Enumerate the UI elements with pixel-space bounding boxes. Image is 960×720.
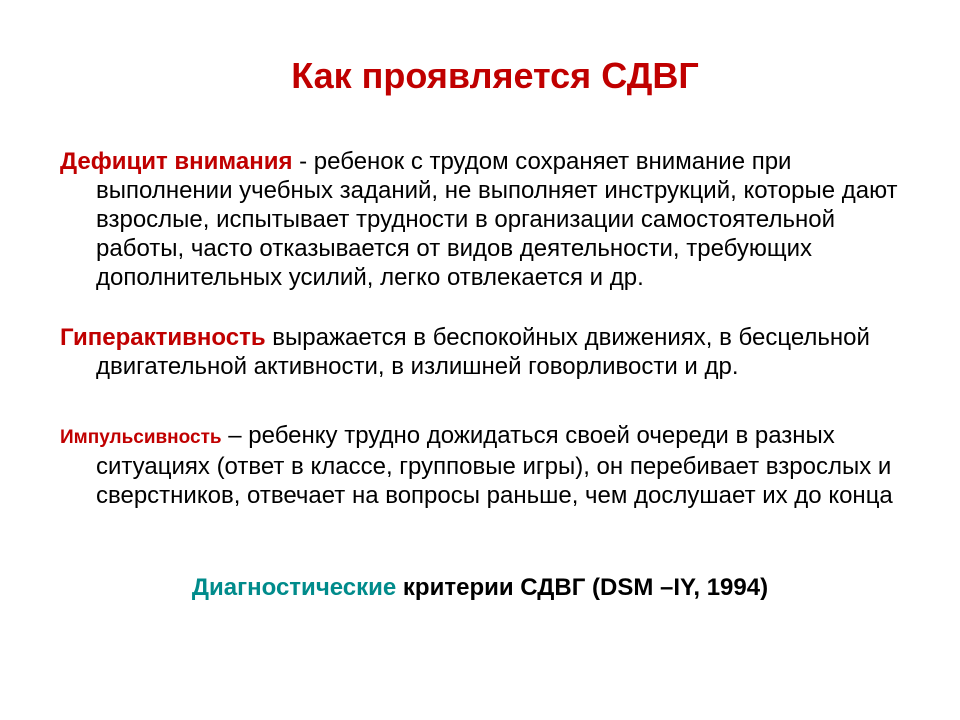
paragraph-hyperactivity [60,323,910,381]
diagnostic-criteria-line [60,573,900,603]
term-impulsivity: Импульсивность [60,427,222,448]
diagnostic-criteria-highlight: Диагностические [191,574,397,601]
term-attention-deficit: Дефицит внимания [60,148,293,175]
diagnostic-criteria-text: критерии СДВГ (DSM –IY, 1994) [396,574,769,601]
description-hyperactivity: выражается в беспокойных движениях, в бесцельной двигательной активности, в излишней говорливости и др. [96,324,870,380]
paragraph-attention-deficit [60,147,910,292]
description-impulsivity: – ребенку трудно дожидаться своей очереди в разных ситуациях (ответ в классе, групповые игры), он перебивает взрослых и сверстников, отвечает на вопросы раньше, чем дослушает их до конца [96,422,893,509]
slide-title: Как проявляется СДВГ [291,55,699,96]
paragraph-impulsivity [60,421,910,510]
term-hyperactivity: Гиперактивность [60,324,266,351]
description-attention-deficit: - ребенок с трудом сохраняет внимание при выполнении учебных заданий, не выполняет инструкций, которые дают взрослые, испытывает трудности в организации самостоятельной работы, часто отказывается от видов деятельности, требующих дополнительных усилий, легко отвлекается и др. [96,148,898,291]
